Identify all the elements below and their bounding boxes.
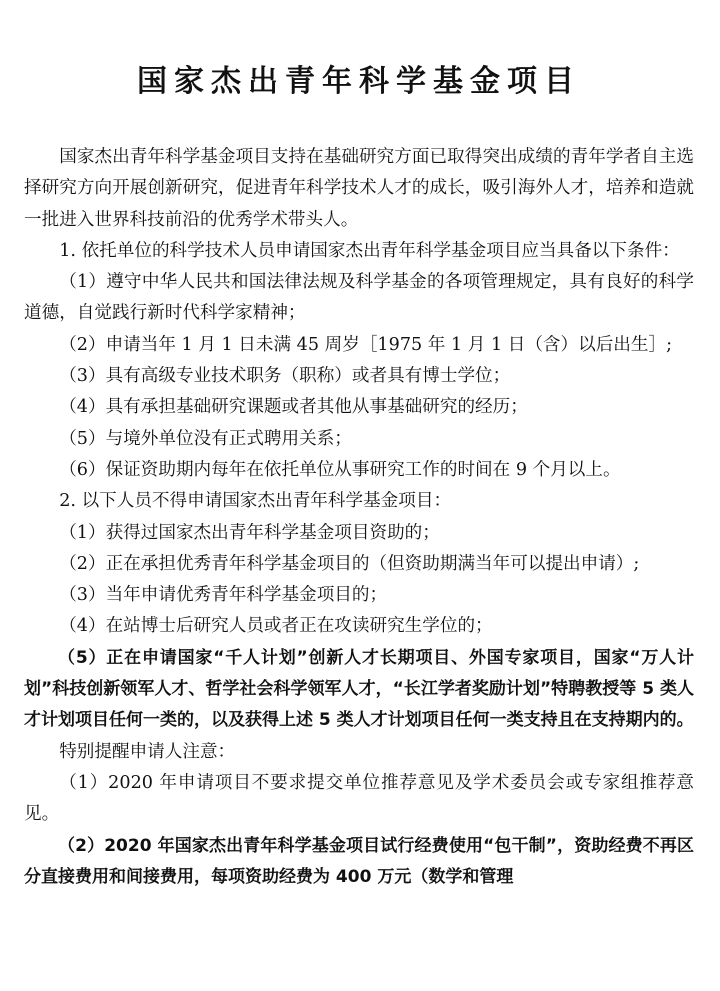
exclusion-item-3: （3）当年申请优秀青年科学基金项目的； [59,585,388,606]
page-title: 国家杰出青年科学基金项目 [137,64,581,99]
section2-heading: 2. 以下人员不得申请国家杰出青年科学基金项目： [59,491,452,512]
notice-item-1: （1）2020 年申请项目不要求提交单位推荐意见及学术委员会或专家组推荐意见。 [24,772,694,825]
intro-paragraph: 国家杰出青年科学基金项目支持在基础研究方面已取得突出成绩的青年学者自主选择研究方向开展创新研究，促进青年科学技术人才的成长，吸引海外人才，培养和造就一批进入世界科技前沿的优秀学术带头人。 [24,147,694,230]
condition-item-6: （6）保证资助期内每年在依托单位从事研究工作的时间在 9 个月以上。 [59,459,621,480]
exclusion-item-1: （1）获得过国家杰出青年科学基金项目资助的； [59,522,440,543]
exclusion-item-2: （2）正在承担优秀青年科学基金项目的（但资助期满当年可以提出申请）; [59,553,640,574]
section1-heading: 1. 依托单位的科学技术人员申请国家杰出青年科学基金项目应当具备以下条件： [59,240,680,261]
condition-item-1: （1）遵守中华人民共和国法律法规及科学基金的各项管理规定，具有良好的科学道德，自觉践行新时代科学家精神； [24,272,694,324]
exclusion-item-4: （4）在站博士后研究人员或者正在攻读研究生学位的； [59,616,493,637]
notice-item-2: （2）2020 年国家杰出青年科学基金项目试行经费使用“包干制”，资助经费不再区分直接费用和间接费用，每项资助经费为 400 万元（数学和管理 [24,835,694,887]
condition-item-5: （5）与境外单位没有正式聘用关系； [59,428,352,449]
condition-item-2: （2）申请当年 1 月 1 日未满 45 周岁［1975 年 1 月 1 日（含）以后出生］; [59,334,673,355]
condition-item-3: （3）具有高级专业技术职务（职称）或者具有博士学位； [59,366,511,387]
condition-item-4: （4）具有承担基础研究课题或者其他从事基础研究的经历； [59,397,528,418]
document-body [24,142,694,893]
notice-heading: 特别提醒申请人注意： [59,741,236,762]
exclusion-item-5: （5）正在申请国家“千人计划”创新人才长期项目、外国专家项目，国家“万人计划”科技创新领军人才、哲学社会科学领军人才，“长江学者奖励计划”特聘教授等 5 类人才计划项目任何一类的，以及获得上述 5 类人才计划项目任何一类支持且在支持期内的。 [24,647,694,731]
